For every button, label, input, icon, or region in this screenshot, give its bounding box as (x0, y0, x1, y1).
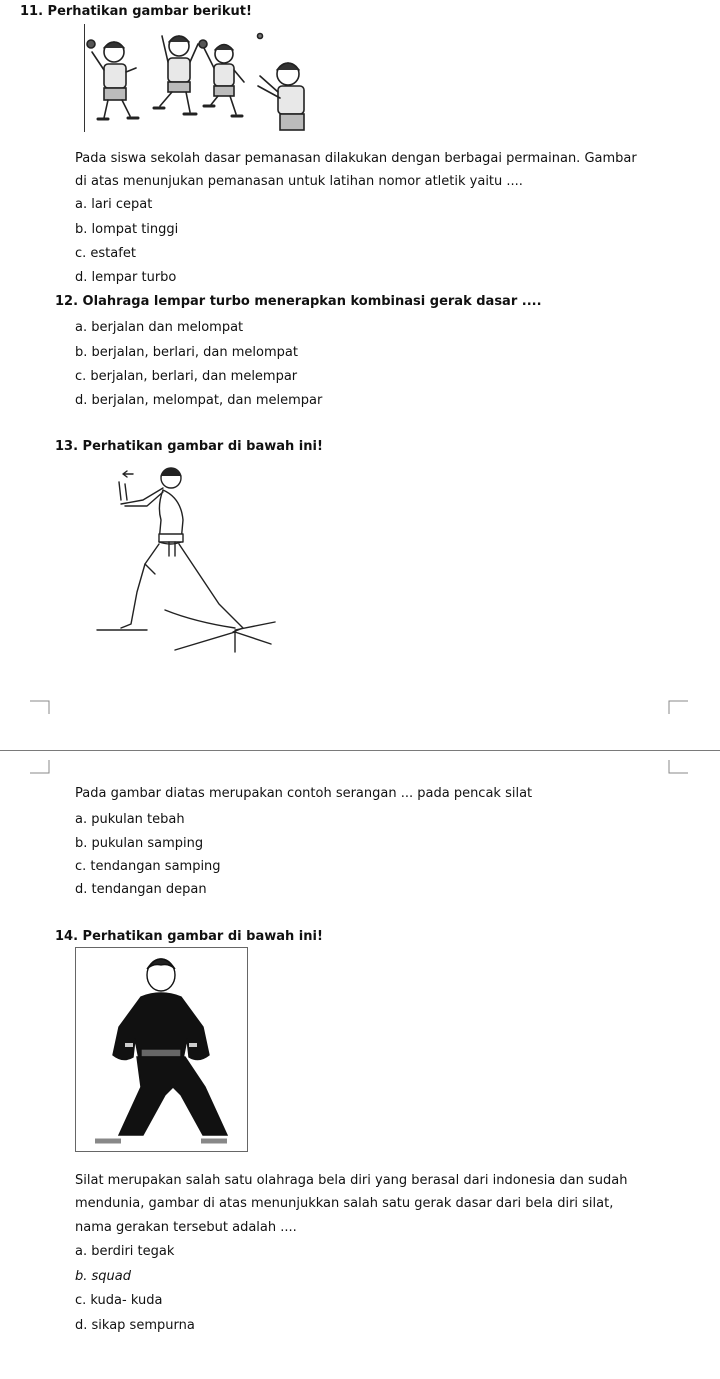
page-corner-mark (30, 700, 50, 714)
q11-option-b: b. lompat tinggi (75, 222, 179, 237)
q13-option-d: d. tendangan depan (75, 882, 207, 897)
q12-option-b: b. berjalan, berlari, dan melompat (75, 345, 298, 360)
q14-question-line3: nama gerakan tersebut adalah .... (75, 1220, 297, 1235)
silat-kick-illustration (95, 460, 280, 655)
q14-question-line2: mendunia, gambar di atas menunjukkan salah satu gerak dasar dari bela diri silat, (75, 1196, 614, 1211)
q12-option-a: a. berjalan dan melompat (75, 320, 244, 335)
q13-question: Pada gambar diatas merupakan contoh serangan ... pada pencak silat (75, 786, 533, 801)
q11-option-a: a. lari cepat (75, 197, 153, 212)
children-playing-illustration (84, 22, 306, 134)
page-corner-mark (668, 700, 688, 714)
q12-option-c: c. berjalan, berlari, dan melempar (75, 369, 298, 384)
q13-option-b: b. pukulan samping (75, 836, 204, 851)
q14-option-c: c. kuda- kuda (75, 1293, 163, 1308)
q13-option-c: c. tendangan samping (75, 859, 221, 874)
q11-question-line1: Pada siswa sekolah dasar pemanasan dilakukan dengan berbagai permainan. Gambar (75, 151, 637, 166)
silat-horse-stance-illustration (75, 947, 248, 1152)
q13-option-a: a. pukulan tebah (75, 812, 185, 827)
q13-heading: 13. Perhatikan gambar di bawah ini! (55, 439, 323, 454)
q11-option-d: d. lempar turbo (75, 270, 177, 285)
q14-heading: 14. Perhatikan gambar di bawah ini! (55, 929, 323, 944)
q14-option-b: b. squad (75, 1269, 131, 1284)
page-corner-mark (668, 760, 688, 774)
q14-option-a: a. berdiri tegak (75, 1244, 175, 1259)
q11-question-line2: di atas menunjukan pemanasan untuk latihan nomor atletik yaitu .... (75, 174, 523, 189)
q14-option-d: d. sikap sempurna (75, 1318, 195, 1333)
q11-heading: 11. Perhatikan gambar berikut! (20, 4, 252, 19)
q11-option-c: c. estafet (75, 246, 136, 261)
q12-option-d: d. berjalan, melompat, dan melempar (75, 393, 323, 408)
q14-question-line1: Silat merupakan salah satu olahraga bela diri yang berasal dari indonesia dan sudah (75, 1173, 628, 1188)
page-divider (0, 750, 720, 751)
q12-heading: 12. Olahraga lempar turbo menerapkan kombinasi gerak dasar .... (55, 294, 542, 309)
page-corner-mark (30, 760, 50, 774)
